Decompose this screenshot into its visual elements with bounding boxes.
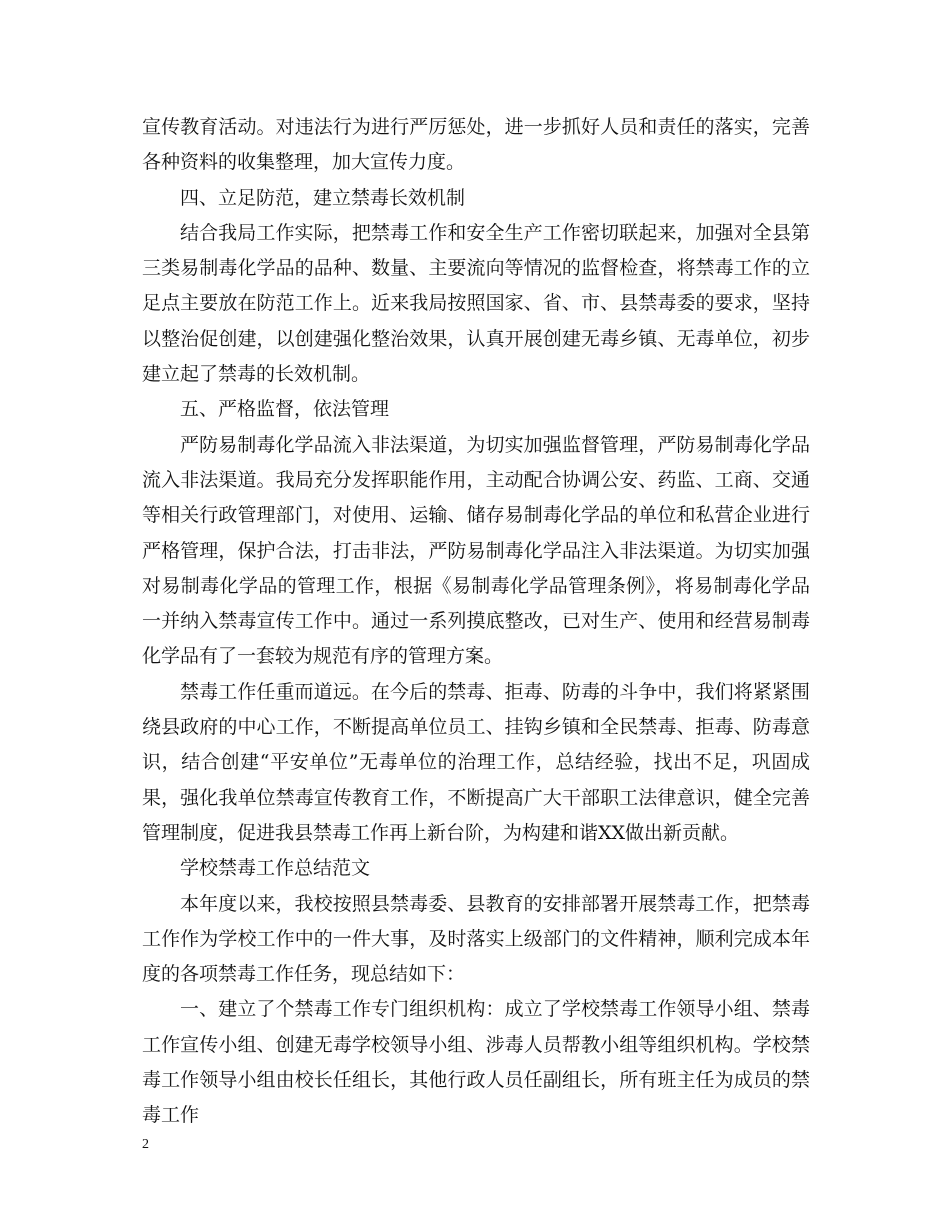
paragraph-supervision: 严防易制毒化学品流入非法渠道，为切实加强监督管理，严防易制毒化学品流入非法渠道。我局充分发挥职能作用，主动配合协调公安、药监、工商、交通等相关行政管理部门，对使用、运输、储存易制毒化学品的单位和私营企业进行严格管理，保护合法，打击非法，严防易制毒化学品注入非法渠道。为切实加强对易制毒化学品的管理工作，根据《易制毒化学品管理条例》，将易制毒化学品一并纳入禁毒宣传工作中。通过一系列摸底整改，已对生产、使用和经营易制毒化学品有了一套较为规范有序的管理方案。 (142, 433, 810, 668)
paragraph-school-intro: 本年度以来，我校按照县禁毒委、县教育的安排部署开展禁毒工作，把禁毒工作作为学校工作中的一件大事，及时落实上级部门的文件精神，顺利完成本年度的各项禁毒工作任务，现总结如下： (142, 892, 810, 986)
document-subtitle: 学校禁毒工作总结范文 (180, 857, 371, 880)
section-heading-five: 五、严格监督，依法管理 (180, 398, 390, 421)
section-heading-four: 四、立足防范，建立禁毒长效机制 (180, 186, 466, 209)
paragraph-organization: 一、建立了个禁毒工作专门组织机构：成立了学校禁毒工作领导小组、禁毒工作宣传小组、创建无毒学校领导小组、涉毒人员帮教小组等组织机构。学校禁毒工作领导小组由校长任组长，其他行政人员任副组长，所有班主任为成员的禁毒工作 (142, 998, 810, 1127)
page-number: 2 (142, 1137, 149, 1152)
paragraph-continuation: 宣传教育活动。对违法行为进行严厉惩处，进一步抓好人员和责任的落实，完善各种资料的收集整理，加大宣传力度。 (142, 116, 810, 174)
document-body (142, 110, 810, 1134)
paragraph-conclusion: 禁毒工作任重而道远。在今后的禁毒、拒毒、防毒的斗争中，我们将紧紧围绕县政府的中心工作，不断提高单位员工、挂钩乡镇和全民禁毒、拒毒、防毒意识，结合创建“平安单位”无毒单位的治理工作，总结经验，找出不足，巩固成果，强化我单位禁毒宣传教育工作，不断提高广大干部职工法律意识，健全完善管理制度，促进我县禁毒工作再上新台阶，为构建和谐XX做出新贡献。 (142, 680, 810, 844)
paragraph-prevention: 结合我局工作实际，把禁毒工作和安全生产工作密切联起来，加强对全县第三类易制毒化学品的品种、数量、主要流向等情况的监督检查，将禁毒工作的立足点主要放在防范工作上。近来我局按照国家、省、市、县禁毒委的要求，坚持以整治促创建，以创建强化整治效果，认真开展创建无毒乡镇、无毒单位，初步建立起了禁毒的长效机制。 (142, 221, 810, 386)
